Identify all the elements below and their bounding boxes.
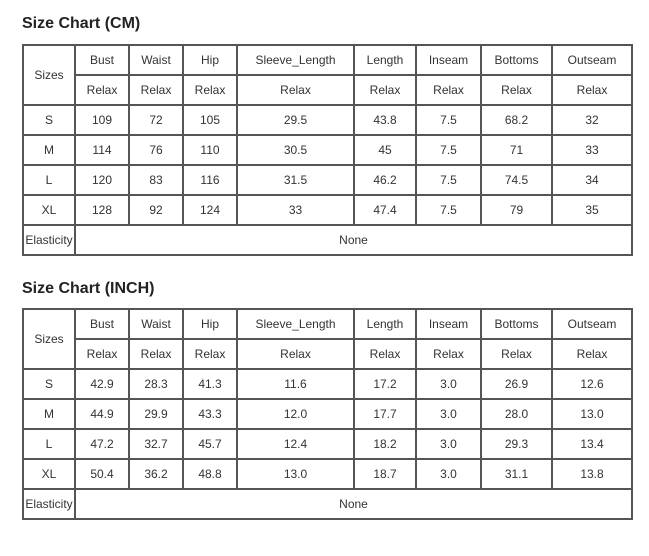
- measurement-cell: 79: [481, 195, 552, 225]
- column-header: Sleeve_Length: [237, 309, 354, 339]
- size-chart-inch-title: Size Chart (INCH): [22, 280, 155, 297]
- measurement-cell: 29.3: [481, 429, 552, 459]
- header-row: [23, 309, 632, 339]
- measurement-cell: 68.2: [481, 105, 552, 135]
- fit-label: Relax: [416, 75, 481, 105]
- measurement-cell: 47.2: [75, 429, 129, 459]
- measurement-cell: 116: [183, 165, 237, 195]
- measurement-cell: 71: [481, 135, 552, 165]
- fit-label: Relax: [552, 75, 632, 105]
- measurement-cell: 124: [183, 195, 237, 225]
- size-chart-cm-table: [22, 44, 633, 256]
- elasticity-row: [23, 225, 632, 255]
- elasticity-row: [23, 489, 632, 519]
- measurement-cell: 11.6: [237, 369, 354, 399]
- measurement-cell: 105: [183, 105, 237, 135]
- measurement-cell: 76: [129, 135, 183, 165]
- column-header: Waist: [129, 309, 183, 339]
- table-row: [23, 399, 632, 429]
- measurement-cell: 13.0: [237, 459, 354, 489]
- table-row: [23, 429, 632, 459]
- measurement-cell: 45.7: [183, 429, 237, 459]
- table-row: [23, 165, 632, 195]
- table-row: [23, 369, 632, 399]
- measurement-cell: 28.3: [129, 369, 183, 399]
- size-chart-cm-title: Size Chart (CM): [22, 15, 141, 32]
- measurement-cell: 33: [552, 135, 632, 165]
- size-label: L: [23, 165, 75, 195]
- measurement-cell: 50.4: [75, 459, 129, 489]
- measurement-cell: 48.8: [183, 459, 237, 489]
- table-row: [23, 459, 632, 489]
- column-header: Sleeve_Length: [237, 45, 354, 75]
- measurement-cell: 13.0: [552, 399, 632, 429]
- measurement-cell: 18.2: [354, 429, 416, 459]
- measurement-cell: 35: [552, 195, 632, 225]
- fit-label: Relax: [237, 75, 354, 105]
- fit-label: Relax: [416, 339, 481, 369]
- fit-label: Relax: [183, 339, 237, 369]
- measurement-cell: 114: [75, 135, 129, 165]
- fit-label: Relax: [354, 339, 416, 369]
- fit-row: [23, 75, 632, 105]
- measurement-cell: 43.3: [183, 399, 237, 429]
- measurement-cell: 13.8: [552, 459, 632, 489]
- measurement-cell: 120: [75, 165, 129, 195]
- measurement-cell: 92: [129, 195, 183, 225]
- measurement-cell: 7.5: [416, 195, 481, 225]
- fit-row: [23, 339, 632, 369]
- column-header: Outseam: [552, 309, 632, 339]
- fit-label: Relax: [237, 339, 354, 369]
- elasticity-value: None: [75, 225, 632, 255]
- header-row: [23, 45, 632, 75]
- measurement-cell: 42.9: [75, 369, 129, 399]
- column-header: Hip: [183, 309, 237, 339]
- size-label: S: [23, 369, 75, 399]
- column-header: Bust: [75, 45, 129, 75]
- measurement-cell: 31.5: [237, 165, 354, 195]
- fit-label: Relax: [552, 339, 632, 369]
- column-header: Bottoms: [481, 45, 552, 75]
- measurement-cell: 72: [129, 105, 183, 135]
- fit-label: Relax: [183, 75, 237, 105]
- size-chart-inch-table: [22, 308, 633, 520]
- measurement-cell: 31.1: [481, 459, 552, 489]
- column-header: Inseam: [416, 309, 481, 339]
- column-header: Length: [354, 309, 416, 339]
- measurement-cell: 41.3: [183, 369, 237, 399]
- fit-label: Relax: [129, 75, 183, 105]
- fit-label: Relax: [75, 339, 129, 369]
- column-header: Length: [354, 45, 416, 75]
- size-label: XL: [23, 459, 75, 489]
- size-label: S: [23, 105, 75, 135]
- table-row: [23, 195, 632, 225]
- measurement-cell: 7.5: [416, 105, 481, 135]
- measurement-cell: 29.9: [129, 399, 183, 429]
- table-row: [23, 135, 632, 165]
- elasticity-label: Elasticity: [23, 489, 75, 519]
- elasticity-value: None: [75, 489, 632, 519]
- measurement-cell: 83: [129, 165, 183, 195]
- measurement-cell: 3.0: [416, 369, 481, 399]
- measurement-cell: 17.7: [354, 399, 416, 429]
- fit-label: Relax: [481, 75, 552, 105]
- measurement-cell: 12.6: [552, 369, 632, 399]
- fit-label: Relax: [481, 339, 552, 369]
- column-header: Outseam: [552, 45, 632, 75]
- measurement-cell: 13.4: [552, 429, 632, 459]
- measurement-cell: 36.2: [129, 459, 183, 489]
- fit-label: Relax: [75, 75, 129, 105]
- measurement-cell: 28.0: [481, 399, 552, 429]
- measurement-cell: 29.5: [237, 105, 354, 135]
- sizes-header: Sizes: [23, 45, 75, 105]
- table-row: [23, 105, 632, 135]
- measurement-cell: 109: [75, 105, 129, 135]
- column-header: Waist: [129, 45, 183, 75]
- measurement-cell: 17.2: [354, 369, 416, 399]
- column-header: Bust: [75, 309, 129, 339]
- measurement-cell: 32: [552, 105, 632, 135]
- measurement-cell: 18.7: [354, 459, 416, 489]
- elasticity-label: Elasticity: [23, 225, 75, 255]
- measurement-cell: 7.5: [416, 165, 481, 195]
- measurement-cell: 3.0: [416, 429, 481, 459]
- column-header: Bottoms: [481, 309, 552, 339]
- measurement-cell: 30.5: [237, 135, 354, 165]
- size-label: M: [23, 399, 75, 429]
- measurement-cell: 46.2: [354, 165, 416, 195]
- measurement-cell: 3.0: [416, 399, 481, 429]
- fit-label: Relax: [354, 75, 416, 105]
- measurement-cell: 45: [354, 135, 416, 165]
- measurement-cell: 128: [75, 195, 129, 225]
- measurement-cell: 47.4: [354, 195, 416, 225]
- measurement-cell: 44.9: [75, 399, 129, 429]
- measurement-cell: 74.5: [481, 165, 552, 195]
- size-label: M: [23, 135, 75, 165]
- measurement-cell: 26.9: [481, 369, 552, 399]
- measurement-cell: 12.0: [237, 399, 354, 429]
- fit-label: Relax: [129, 339, 183, 369]
- measurement-cell: 32.7: [129, 429, 183, 459]
- column-header: Inseam: [416, 45, 481, 75]
- size-label: L: [23, 429, 75, 459]
- measurement-cell: 7.5: [416, 135, 481, 165]
- measurement-cell: 43.8: [354, 105, 416, 135]
- measurement-cell: 3.0: [416, 459, 481, 489]
- measurement-cell: 110: [183, 135, 237, 165]
- sizes-header: Sizes: [23, 309, 75, 369]
- size-label: XL: [23, 195, 75, 225]
- measurement-cell: 34: [552, 165, 632, 195]
- measurement-cell: 12.4: [237, 429, 354, 459]
- measurement-cell: 33: [237, 195, 354, 225]
- column-header: Hip: [183, 45, 237, 75]
